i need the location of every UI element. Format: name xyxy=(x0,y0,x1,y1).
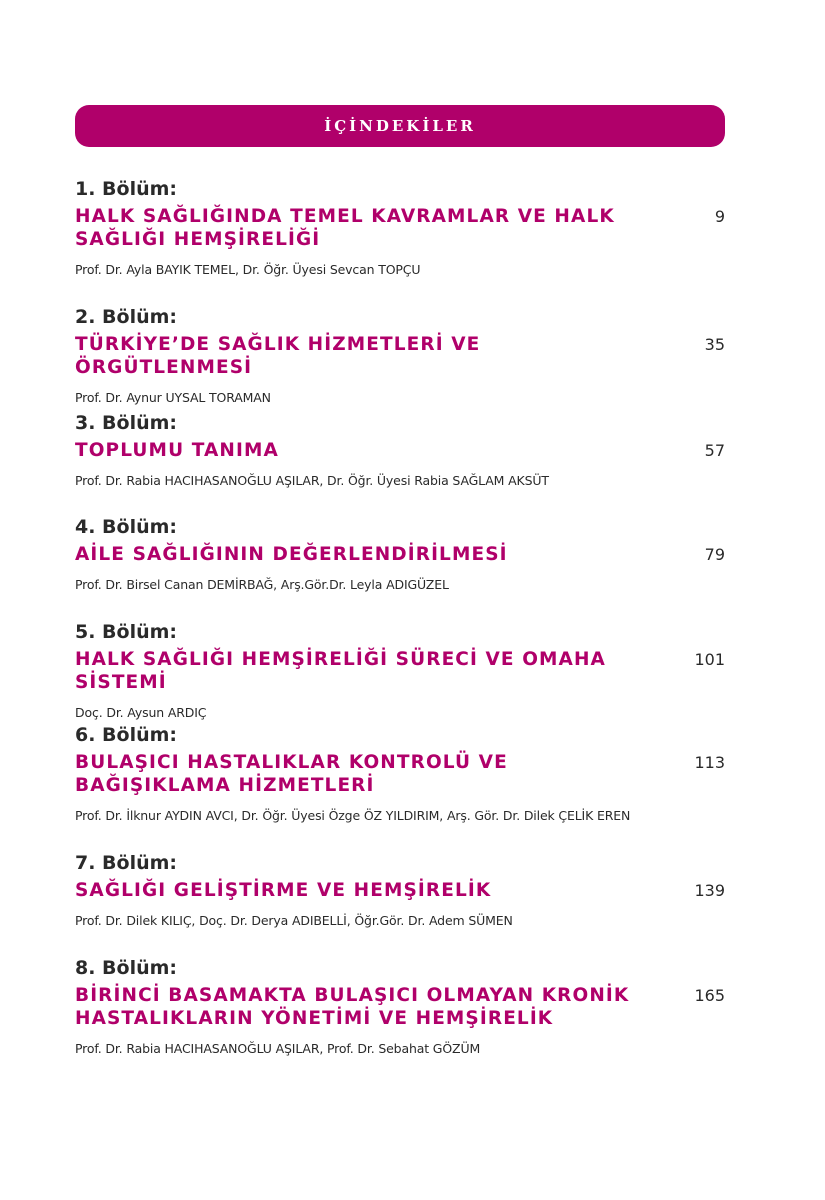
chapter-label: 8. Bölüm: xyxy=(75,957,178,979)
page-number: 165 xyxy=(694,986,725,1005)
chapter-label: 2. Bölüm: xyxy=(75,306,178,328)
chapter-title[interactable]: BULAŞICI HASTALIKLAR KONTROLÜ VE BAĞIŞIKLAMA HİZMETLERİ xyxy=(75,752,508,796)
chapter-title[interactable]: BİRİNCİ BASAMAKTA BULAŞICI OLMAYAN KRONİK HASTALIKLARIN YÖNETİMİ VE HEMŞİRELİK xyxy=(75,985,630,1029)
chapter-title[interactable]: SAĞLIĞI GELİŞTİRME VE HEMŞİRELİK xyxy=(75,880,492,901)
toc-entry-chapter-1[interactable] xyxy=(75,178,725,278)
chapter-authors: Prof. Dr. Dilek KILIÇ, Doç. Dr. Derya ADIBELLİ, Öğr.Gör. Dr. Adem SÜMEN xyxy=(75,913,513,928)
chapter-label: 3. Bölüm: xyxy=(75,412,178,434)
toc-entry-chapter-2[interactable] xyxy=(75,306,725,406)
toc-heading: İÇİNDEKİLER xyxy=(324,117,476,135)
page-number: 139 xyxy=(694,881,725,900)
page-number: 9 xyxy=(714,207,725,226)
chapter-label: 4. Bölüm: xyxy=(75,516,178,538)
chapter-authors: Prof. Dr. Aynur UYSAL TORAMAN xyxy=(75,390,271,405)
chapter-authors: Prof. Dr. Birsel Canan DEMİRBAĞ, Arş.Gör.Dr. Leyla ADIGÜZEL xyxy=(75,577,449,592)
page-number: 79 xyxy=(704,545,725,564)
chapter-authors: Prof. Dr. Rabia HACIHASANOĞLU AŞILAR, Prof. Dr. Sebahat GÖZÜM xyxy=(75,1041,481,1056)
chapter-title[interactable]: AİLE SAĞLIĞININ DEĞERLENDİRİLMESİ xyxy=(75,544,508,565)
page-number: 57 xyxy=(704,441,725,460)
chapter-authors: Prof. Dr. İlknur AYDIN AVCI, Dr. Öğr. Üyesi Özge ÖZ YILDIRIM, Arş. Gör. Dr. Dilek ÇELİK EREN xyxy=(75,808,631,823)
page-number: 35 xyxy=(704,335,725,354)
toc-entry-chapter-4[interactable] xyxy=(75,516,725,593)
chapter-title[interactable]: HALK SAĞLIĞI HEMŞİRELİĞİ SÜRECİ VE OMAHA SİSTEMİ xyxy=(75,649,606,693)
chapter-label: 1. Bölüm: xyxy=(75,178,178,200)
chapter-authors: Prof. Dr. Ayla BAYIK TEMEL, Dr. Öğr. Üyesi Sevcan TOPÇU xyxy=(75,262,421,277)
chapter-title[interactable]: TÜRKİYE’DE SAĞLIK HİZMETLERİ VE ÖRGÜTLENMESİ xyxy=(75,334,481,378)
toc-entry-chapter-5[interactable] xyxy=(75,621,725,721)
chapter-title[interactable]: TOPLUMU TANIMA xyxy=(75,440,279,461)
chapter-label: 6. Bölüm: xyxy=(75,724,178,746)
page-number: 101 xyxy=(694,650,725,669)
toc-entry-chapter-3[interactable] xyxy=(75,412,725,489)
page-number: 113 xyxy=(694,753,725,772)
chapter-title[interactable]: HALK SAĞLIĞINDA TEMEL KAVRAMLAR VE HALK SAĞLIĞI HEMŞİRELİĞİ xyxy=(75,206,615,250)
chapter-authors: Prof. Dr. Rabia HACIHASANOĞLU AŞILAR, Dr. Öğr. Üyesi Rabia SAĞLAM AKSÜT xyxy=(75,473,549,488)
chapter-label: 5. Bölüm: xyxy=(75,621,178,643)
toc-entry-chapter-7[interactable] xyxy=(75,852,725,929)
toc-header-bar xyxy=(75,105,725,147)
chapter-label: 7. Bölüm: xyxy=(75,852,178,874)
toc-entry-chapter-8[interactable] xyxy=(75,957,725,1057)
toc-entry-chapter-6[interactable] xyxy=(75,724,725,824)
chapter-authors: Doç. Dr. Aysun ARDIÇ xyxy=(75,705,207,720)
